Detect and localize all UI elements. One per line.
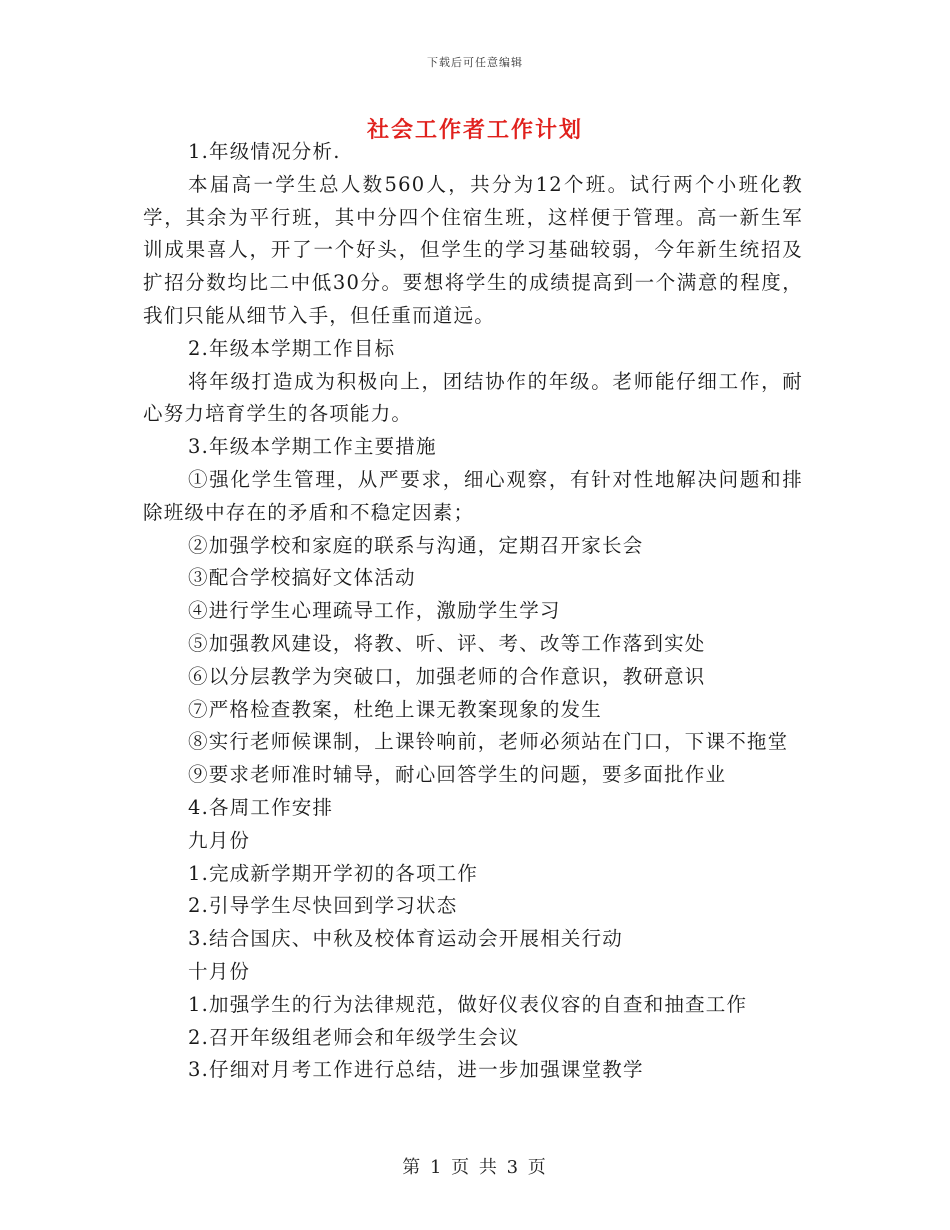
paragraph: 2.引导学生尽快回到学习状态 xyxy=(188,894,458,918)
paragraph: 十月份 xyxy=(188,959,251,983)
paragraph: 3.结合国庆、中秋及校体育运动会开展相关行动 xyxy=(188,927,624,951)
header-note: 下载后可任意编辑 xyxy=(427,56,523,69)
paragraph: ⑦严格检查教案，杜绝上课无教案现象的发生 xyxy=(188,697,603,721)
paragraph: 2.召开年级组老师会和年级学生会议 xyxy=(188,1025,520,1049)
paragraph: ⑧实行老师候课制，上课铃响前，老师必须站在门口，下课不拖堂 xyxy=(188,730,789,754)
paragraph: 2.年级本学期工作目标 xyxy=(188,336,396,360)
document-title: 社会工作者工作计划 xyxy=(366,117,583,143)
paragraph: ①强化学生管理，从严要求，细心观察，有针对性地解决问题和排除班级中存在的矛盾和不稳定因素； xyxy=(143,467,803,524)
paragraph: 1.完成新学期开学初的各项工作 xyxy=(188,861,479,885)
paragraph: ④进行学生心理疏导工作，激励学生学习 xyxy=(188,599,561,623)
paragraph: 将年级打造成为积极向上，团结协作的年级。老师能仔细工作，耐心努力培育学生的各项能力。 xyxy=(143,369,803,426)
page-footer: 第 1 页 共 3 页 xyxy=(402,1157,548,1178)
paragraph: 3.仔细对月考工作进行总结，进一步加强课堂教学 xyxy=(188,1058,644,1082)
paragraph: 3.年级本学期工作主要措施 xyxy=(188,435,437,459)
paragraph: ②加强学校和家庭的联系与沟通，定期召开家长会 xyxy=(188,533,644,557)
paragraph: ⑨要求老师准时辅导，耐心回答学生的问题，要多面批作业 xyxy=(188,763,727,787)
paragraph: 1.年级情况分析. xyxy=(188,140,341,163)
paragraph: 4.各周工作安排 xyxy=(188,795,334,819)
paragraph: 本届高一学生总人数560人，共分为12个班。试行两个小班化教学，其余为平行班，其中分四个住宿生班，这样便于管理。高一新生军训成果喜人，开了一个好头，但学生的学习基础较弱，今年新生统招及扩招分数均比二中低30分。要想将学生的成绩提高到一个满意的程度，我们只能从细节入手，但任重而道远。 xyxy=(143,172,803,327)
paragraph: ⑤加强教风建设，将教、听、评、考、改等工作落到实处 xyxy=(188,631,706,655)
paragraph: ③配合学校搞好文体活动 xyxy=(188,566,416,590)
paragraph: 1.加强学生的行为法律规范，做好仪表仪容的自查和抽查工作 xyxy=(188,992,748,1016)
document-body xyxy=(143,136,803,1087)
paragraph: ⑥以分层教学为突破口，加强老师的合作意识，教研意识 xyxy=(188,664,706,688)
paragraph: 九月份 xyxy=(188,828,251,852)
